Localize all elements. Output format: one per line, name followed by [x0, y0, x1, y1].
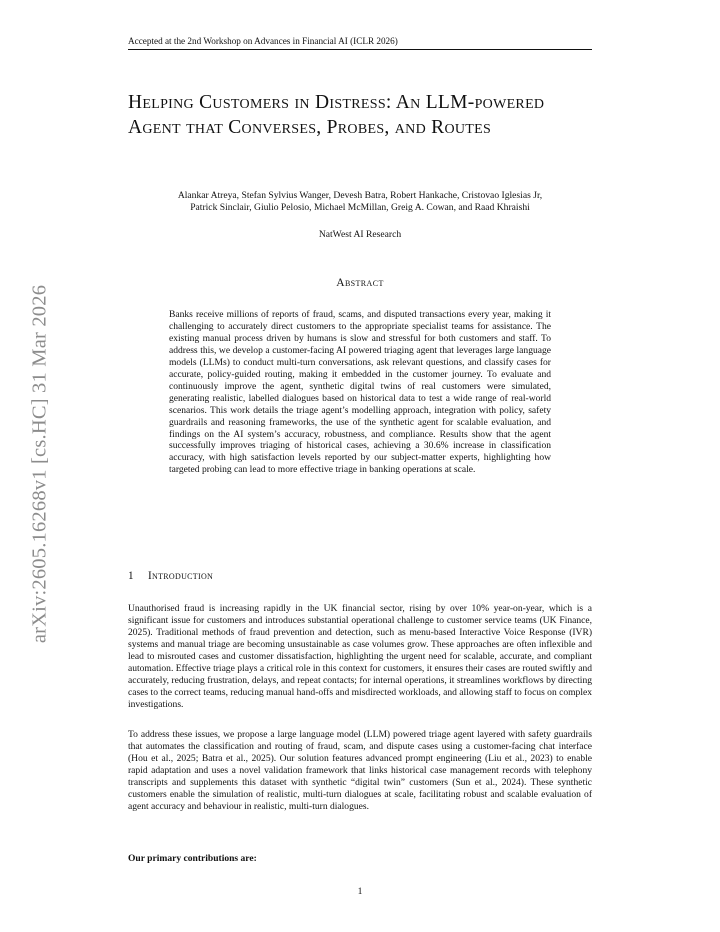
- intro-paragraph-1: Unauthorised fraud is increasing rapidly in the UK financial sector, rising by over 10% year-on-year, which is a significant issue for customers and introduces substantial operational challenge to customer service teams (UK Finance, 2025). Traditional methods of fraud prevention and detection, such as menu-based Interactive Voice Response (IVR) systems and manual triage are becoming unsustainable as case volumes grow. These approaches are often inflexible and lead to misrouted cases and customer dissatisfaction, highlighting the urgent need for scalable, accurate, and compliant automation. Effective triage plays a critical role in this context for customers, it ensures their cases are routed swiftly and accurately, reducing frustration, delays, and repeat contacts; for internal operations, it streamlines workflows by directing cases to the correct teams, reducing manual hand-offs and misdirected workloads, and allowing staff to focus on complex investigations.: [128, 603, 592, 710]
- author-list: [110, 190, 610, 214]
- author-line-2: Patrick Sinclair, Giulio Pelosio, Michael McMillan, Greig A. Cowan, and Raad Khraishi: [190, 202, 530, 214]
- section-number: 1: [128, 570, 134, 582]
- paper-title: Helping Customers in Distress: An LLM-powered Agent that Converses, Probes, and Routes: [128, 92, 545, 138]
- running-head: Accepted at the 2nd Workshop on Advances in Financial AI (ICLR 2026): [128, 35, 592, 50]
- arxiv-identifier-text: arXiv:2605.16268v1 [cs.HC] 31 Mar 2026: [28, 284, 51, 644]
- affiliation: NatWest AI Research: [318, 229, 402, 240]
- contributions-lead: Our primary contributions are:: [128, 853, 257, 864]
- page-number: 1: [357, 886, 363, 897]
- author-line-1: Alankar Atreya, Stefan Sylvius Wanger, Devesh Batra, Robert Hankache, Cristovao Iglesias Jr,: [177, 190, 543, 201]
- section-title: Introduction: [148, 570, 214, 582]
- intro-paragraph-2: To address these issues, we propose a large language model (LLM) powered triage agent layered with safety guardrails that automates the classification and routing of fraud, scam, and dispute cases using a customer-facing chat interface (Hou et al., 2025; Batra et al., 2025). Our solution features advanced prompt engineering (Liu et al., 2023) to enable rapid adaptation and uses a novel validation framework that links historical case management records with telephony transcripts and supplements this dataset with synthetic “digital twin” customers (Sun et al., 2024). These synthetic customers enable the simulation of realistic, multi-turn dialogues at scale, facilitating robust and scalable evaluation of agent accuracy and behaviour in realistic, multi-turn dialogues.: [128, 729, 592, 812]
- section-heading-introduction: [128, 570, 592, 583]
- abstract-heading: Abstract: [336, 277, 384, 289]
- abstract-text: Banks receive millions of reports of fraud, scams, and disputed transactions every year, making it challenging to accurately direct customers to the appropriate specialist teams for assistance. The existing manual process driven by humans is slow and stressful for both customers and staff. To address this, we develop a customer-facing AI powered triaging agent that leverages large language models (LLMs) to conduct multi-turn conversations, ask relevant questions, and classify cases for accurate, policy-guided routing, making it embedded in the customer journey. To evaluate and continuously improve the agent, synthetic digital twins of real customers were simulated, generating realistic, labelled dialogues based on historical data to test a wide range of real-world scenarios. This work details the triage agent’s modelling approach, integration with policy, safety guardrails and reasoning frameworks, the use of the synthetic agent for scalable evaluation, and findings on the AI system’s accuracy, robustness, and compliance. Results show that the agent successfully improves triaging of historical cases, achieving a 30.6% increase in classification accuracy, with high satisfaction levels reported by our subject-matter experts, highlighting how targeted probing can lead to more effective triage in banking operations at scale.: [169, 309, 551, 476]
